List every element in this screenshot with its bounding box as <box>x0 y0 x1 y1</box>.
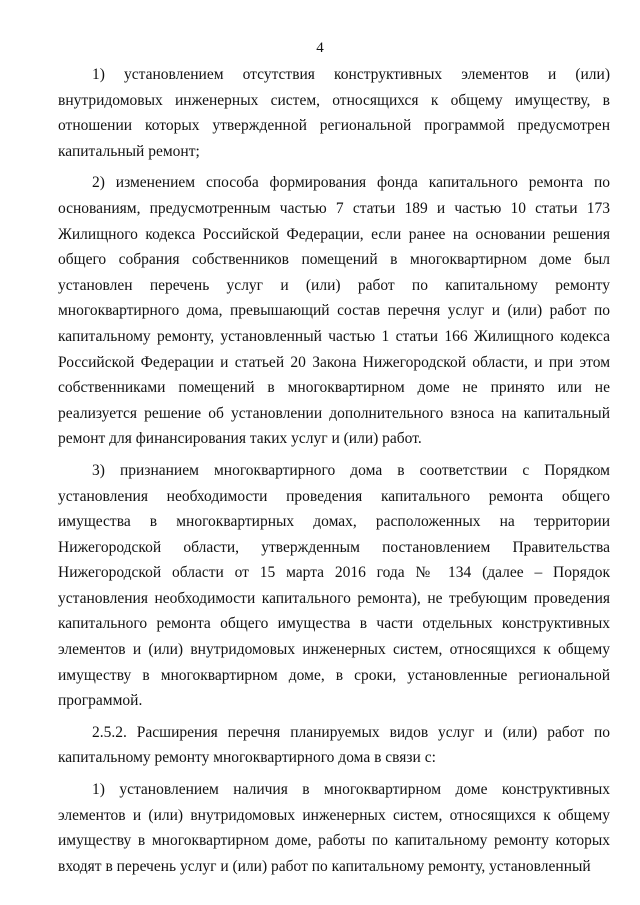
page-number: 4 <box>316 40 324 56</box>
paragraph-item-1: 1) установлением отсутствия конструктивных элементов и (или) внутридомовых инженерных систем, относящихся к общему имуществу, в отношении которых утвержденной региональной программой предусмотрен капитальный ремонт; <box>58 66 610 160</box>
document-body <box>58 62 610 879</box>
paragraph-subitem-1: 1) установлением наличия в многоквартирном доме конструктивных элементов и (или) внутридомовых инженерных систем, относящихся к общему имуществу в многоквартирном доме, работы по капитальному ремонту которых входят в перечень услуг и (или) работ по капитальному ремонту, установленный <box>58 781 610 875</box>
paragraph-item-3: 3) признанием многоквартирного дома в соответствии с Порядком установления необходимости проведения капитального ремонта общего имущества в многоквартирных домах, расположенных на территории Нижегородской области, утвержденным постановлением Правительства Нижегородской области от 15 марта 2016 года № 134 (далее – Порядок установления необходимости капитального ремонта), не требующим проведения капитального ремонта общего имущества в части отдельных конструктивных элементов и (или) внутридомовых инженерных систем, относящихся к общему имуществу в многоквартирном доме, в сроки, установленные региональной программой. <box>58 461 610 710</box>
paragraph-section-2-5-2: 2.5.2. Расширения перечня планируемых видов услуг и (или) работ по капитальному ремонту многоквартирного дома в связи с: <box>58 723 610 767</box>
paragraph-item-2: 2) изменением способа формирования фонда капитального ремонта по основаниям, предусмотренным частью 7 статьи 189 и частью 10 статьи 173 Жилищного кодекса Российской Федерации, если ранее на основании решения общего собрания собственников помещений в многоквартирном доме был установлен перечень услуг и (или) работ по капитальному ремонту многоквартирного дома, превышающий состав перечня услуг и (или) работ по капитальному ремонту, установленный частью 1 статьи 166 Жилищного кодекса Российской Федерации и статьей 20 Закона Нижегородской области, и при этом собственниками помещений в многоквартирном доме не принято или не реализуется решение об установлении дополнительного взноса на капитальный ремонт для финансирования таких услуг и (или) работ. <box>58 174 610 448</box>
